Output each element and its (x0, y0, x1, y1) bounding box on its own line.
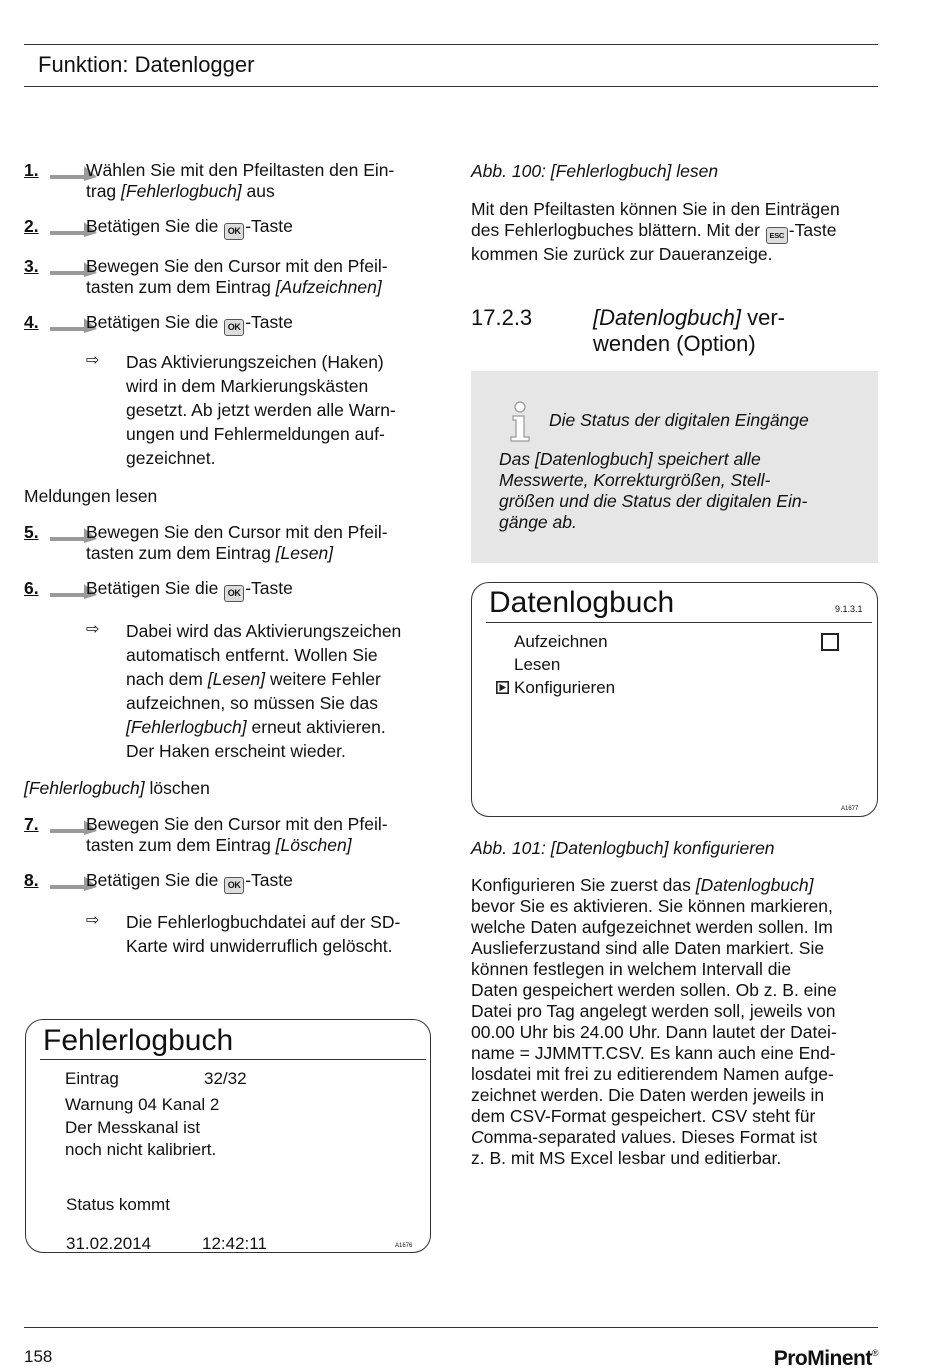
figure-code: A1677 (841, 806, 859, 812)
checkbox-aufzeichnen[interactable] (821, 633, 839, 651)
info-icon (507, 401, 533, 443)
message-line: noch nicht kalibriert. (65, 1140, 217, 1159)
step-number: 7. (24, 814, 39, 834)
header-bottom-rule (24, 86, 878, 87)
cursor-arrow-icon (496, 681, 509, 694)
menu-code: 9.1.3.1 (835, 604, 863, 614)
step-number: 3. (24, 256, 39, 276)
result-1-line: ungen und Fehlermeldungen auf- (126, 424, 385, 444)
result-1-line: wird in dem Markierungskästen (126, 376, 369, 396)
result-2-line: Dabei wird das Aktivierungszeichen (126, 621, 402, 641)
ok-key-icon: OK (224, 877, 244, 894)
step-number: 1. (24, 160, 39, 180)
menu-item-konfigurieren[interactable]: Konfigurieren (514, 678, 616, 697)
display-divider (40, 1059, 426, 1060)
menu-item-aufzeichnen[interactable]: Aufzeichnen (514, 632, 608, 651)
result-arrow-icon: ⇨ (86, 621, 100, 638)
message-line: Der Messkanal ist (65, 1118, 201, 1137)
esc-key-icon: ESC (766, 227, 788, 244)
figure-code: A1676 (395, 1243, 413, 1249)
result-2-line: [Fehlerlogbuch] erneut aktivieren. (126, 717, 386, 737)
footer-rule (24, 1327, 878, 1328)
time-value: 12:42:11 (202, 1234, 267, 1253)
step-number: 4. (24, 312, 39, 332)
display-title: Fehlerlogbuch (43, 1024, 234, 1057)
subhead-fehlerlogbuch-loeschen: [Fehlerlogbuch] löschen (24, 778, 210, 798)
step-text: Bewegen Sie den Cursor mit den Pfeil- tasten zum dem Eintrag [Aufzeichnen] (86, 256, 388, 297)
display-divider (486, 622, 872, 623)
entry-value: 32/32 (204, 1069, 247, 1088)
paragraph-konfigurieren: Konfigurieren Sie zuerst das [Datenlogbuch] bevor Sie es aktivieren. Sie können markieren, welche Daten aufgezeichnet werden sollen. Im Auslieferzustand sind alle Daten markiert. Sie können festlegen in welchem Intervall die Daten gespeichert werden sollen. Ob z. B. eine Datei pro Tag angelegt werden soll, jeweils von 00.00 Uhr bis 24.00 Uhr. Dann lautet der Datei- name = JJMMTT.CSV. Es kann auch eine End- losdatei mit frei zu editierendem Namen aufge- zeichnet werden. Die Daten werden jeweils in dem CSV-Format gespeichert. CSV steht für Comma-separated values. Dieses Format ist z. B. mit MS Excel lesbar und editierbar. (471, 875, 837, 1168)
datenlogbuch-display (471, 582, 878, 817)
entry-label: Eintrag (65, 1069, 119, 1088)
page-number: 158 (24, 1347, 53, 1366)
result-1-line: gezeichnet. (126, 448, 216, 468)
result-2-line: Der Haken erscheint wieder. (126, 741, 346, 761)
result-3-line: Die Fehlerlogbuchdatei auf der SD- (126, 912, 401, 932)
ok-key-icon: OK (224, 319, 244, 336)
section-title-italic: [Datenlogbuch] (593, 305, 741, 330)
result-arrow-icon: ⇨ (86, 352, 100, 369)
header-top-rule (24, 44, 878, 45)
paragraph-blaettern: Mit den Pfeiltasten können Sie in den Einträgen des Fehlerlogbuches blättern. Mit der ESC -Taste kommen Sie zurück zur Daueranzeige. (471, 199, 840, 264)
fehlerlogbuch-display (25, 1019, 431, 1253)
step-number: 2. (24, 216, 39, 236)
step-number: 8. (24, 870, 39, 890)
subhead-meldungen-lesen: Meldungen lesen (24, 486, 158, 506)
prominent-logo: ProMinent® (773, 1347, 878, 1369)
step-number: 6. (24, 578, 39, 598)
page-title: Funktion: Datenlogger (38, 52, 255, 77)
step-number: 5. (24, 522, 39, 542)
ok-key-icon: OK (224, 585, 244, 602)
step-text: Betätigen Sie die OK -Taste (86, 870, 446, 894)
info-box (471, 371, 878, 563)
step-text: Bewegen Sie den Cursor mit den Pfeil- tasten zum dem Eintrag [Lesen] (86, 522, 388, 563)
status-line: Status kommt (66, 1195, 170, 1214)
result-arrow-icon: ⇨ (86, 912, 100, 929)
step-text: Bewegen Sie den Cursor mit den Pfeil- tasten zum dem Eintrag [Löschen] (86, 814, 388, 855)
info-text: Das [Datenlogbuch] speichert alle Messwerte, Korrekturgrößen, Stell- größen und die Status der digitalen Ein- gänge ab. (499, 449, 808, 532)
info-title: Die Status der digitalen Eingänge (549, 410, 809, 430)
step-text: Betätigen Sie die OK -Taste (86, 312, 446, 336)
date-value: 31.02.2014 (66, 1234, 152, 1253)
section-number: 17.2.3 (471, 305, 533, 330)
caption-abb-100: Abb. 100: [Fehlerlogbuch] lesen (471, 161, 719, 181)
warning-line: Warnung 04 Kanal 2 (65, 1095, 220, 1114)
display-title: Datenlogbuch (489, 586, 675, 619)
result-3-line: Karte wird unwiderruflich gelöscht. (126, 936, 393, 956)
step-text: Betätigen Sie die OK -Taste (86, 216, 446, 240)
step-text: Betätigen Sie die OK -Taste (86, 578, 446, 602)
ok-key-icon: OK (224, 223, 244, 240)
caption-abb-101: Abb. 101: [Datenlogbuch] konfigurieren (471, 838, 775, 858)
result-1-line: gesetzt. Ab jetzt werden alle Warn- (126, 400, 396, 420)
menu-item-lesen[interactable]: Lesen (514, 655, 561, 674)
result-1-line: Das Aktivierungszeichen (Haken) (126, 352, 384, 372)
step-text: Wählen Sie mit den Pfeiltasten den Ein- trag [Fehlerlogbuch] aus (86, 160, 395, 201)
result-2-line: automatisch entfernt. Wollen Sie (126, 645, 378, 665)
result-2-line: nach dem [Lesen] weitere Fehler (126, 669, 381, 689)
result-2-line: aufzeichnen, so müssen Sie das (126, 693, 378, 713)
